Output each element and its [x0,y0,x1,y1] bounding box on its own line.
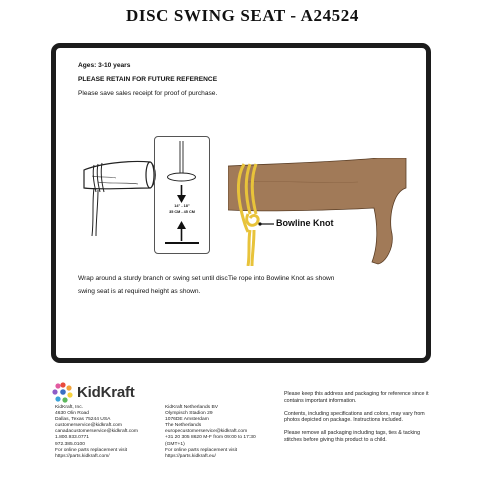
nl-address-line: Olympisch Stadion 29 [165,411,213,417]
retain-notice: PLEASE RETAIN FOR FUTURE REFERENCE [78,76,218,83]
us-address-line: Dallas, Texas 75244 USA [55,417,111,423]
us-address-line: canadacustomerservice@kidkraft.com [55,429,138,435]
nl-address-line: KidKraft Netherlands BV [165,405,219,410]
document-title: DISC SWING SEAT - A24524 [126,6,359,25]
nl-address-line: 1076DE Amsterdam [165,417,209,423]
nl-address-line: +31 20 305 8620 M-F from 09:00 to 17:30 [165,435,256,441]
instruction-card [51,43,431,363]
nl-address-line: The Netherlands [165,423,202,429]
note-paragraph: Please remove all packaging including tags, ties & tacking stitches before giving this product to a child. [284,430,421,443]
brand-name: KidKraft [77,383,135,401]
height-measure-inches: 14" - 18" [174,204,190,208]
branch-wrap-illustration [78,148,158,238]
us-address-line: 4630 Olin Road [55,411,89,417]
caption-knot: Tie rope into Bowline Knot as shown [228,275,335,282]
kidkraft-logo-icon [52,381,74,403]
height-measure-cm: 35 CM - 45 CM [169,210,195,214]
us-address-line: https://parts.kidkraft.com/ [55,453,110,459]
note-paragraph: Please keep this address and packaging for reference since it contains important information. [284,391,429,404]
age-range: Ages: 3-10 years [78,62,131,69]
footer [0,375,485,485]
us-address [55,405,155,460]
us-address-line: For online parts replacement visit [55,447,128,453]
us-address-line: 1.800.933.0771 [55,435,89,441]
nl-address [165,405,280,460]
nl-address-line: (GMT+1) [165,441,185,447]
receipt-notice: Please save sales receipt for proof of purchase. [78,90,218,97]
product-notes [284,391,434,450]
height-illustration [154,136,210,254]
nl-address-line: For online parts replacement visit [165,447,238,453]
nl-address-line: europecustomerservice@kidkraft.com [165,429,248,435]
bowline-knot-label: Bowline Knot [276,218,334,228]
nl-address-line: https://parts.kidkraft.eu/ [165,453,216,459]
note-paragraph: Contents, including specifications and colors, may vary from photos depicted on package. Instructions included. [284,410,425,424]
caption-wrap: Wrap around a sturdy branch or swing set until disc swing seat is at required height as shown. [78,275,228,295]
us-address-line: KidKraft, Inc. [55,405,83,410]
kidkraft-logo [52,381,135,403]
bowline-knot-illustration [228,158,408,266]
us-address-line: 972.385.0100 [55,441,85,447]
us-address-line: customerservice@kidkraft.com [55,423,122,429]
